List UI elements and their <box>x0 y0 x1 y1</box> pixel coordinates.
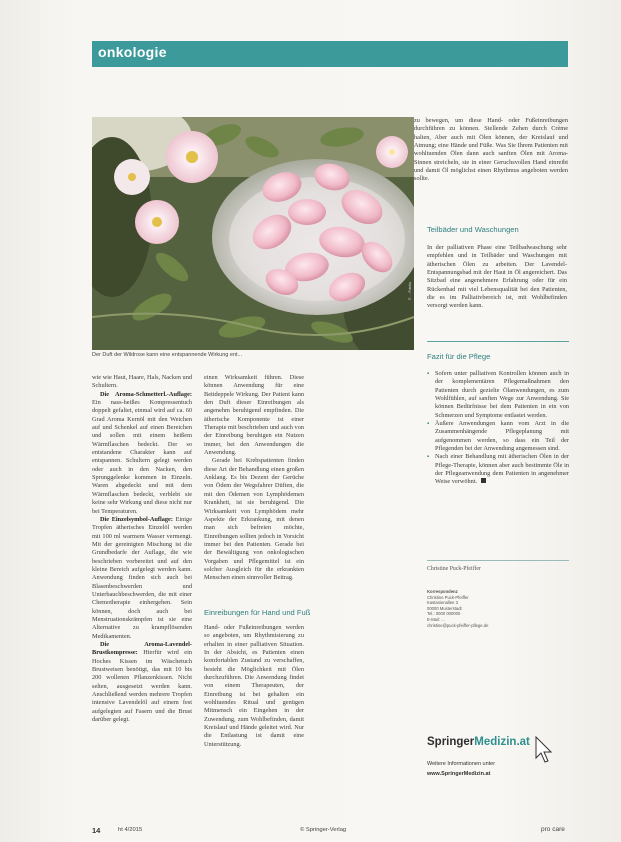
end-mark <box>481 478 486 483</box>
col1-paragraph: wie wie Haut, Haare, Hals, Nacken und Schultern. <box>92 374 192 390</box>
fazit-heading: Fazit für die Pflege <box>427 352 491 361</box>
column-2-lower <box>204 624 304 749</box>
logo-sub: Medizin.at <box>474 736 530 748</box>
fazit-item <box>427 453 569 486</box>
page-number: 14 <box>92 826 101 835</box>
col3-paragraph: In der palliativen Phase eine Teilbadwaschung sehr empfehlen und in Teilbäder und Waschungen mit ätherischen Ölen zu arbeiten. Der Lavendel-Entspannungsbad mit der Haut in Öl angereichert. Das Sitzbad eine angenehmere Erfahrung oder für ein Rückenbad mit viel Lebensqualität bei den Patienten, die es im Palliativbereich ist, mit Wohlbefinden versorgt werden kann. <box>427 244 567 310</box>
subheading-teilbaeder: Teilbäder und Waschungen <box>427 225 519 234</box>
publisher: © Springer-Verlag <box>300 827 347 833</box>
paragraph-text: Ein nass-heißes Kompressentuch doppelt gefaltet, einmal wird auf ca. 60 Grad Aroma Kernöl mit den Weichen auf und Schenkel auf einen Bereichen und sollen mit einem heißem Wärmflaschen bedeckt. Der so entstandene Charakter kann auf entspannen. Schultern gelegt werden oder auch in den Nacken, den Sprunggelenke kommen in Einzeln. Waren abgedeckt und mit dem Wärmflaschen bedeckt, verblebt sie keine sehr Wirkung und diese nicht nur bei Temperaturen. <box>92 399 192 515</box>
contact-line: Korrespondenz <box>427 589 458 594</box>
inline-heading: Die Einzelsymbol-Auflage: <box>100 515 173 523</box>
fazit-list <box>427 370 569 487</box>
fazit-item: ▪ Äußere Anwendungen kann vom Arzt in die Zusammenhängende Pflegeplanung mit aufgenommen werden, so dass ein Teil der Pflegenden bei der Anwendung angemessen sind. <box>427 420 569 453</box>
col1-paragraph <box>92 516 192 641</box>
column-1 <box>92 374 192 724</box>
col1-paragraph <box>92 641 192 724</box>
fazit-divider <box>427 341 569 342</box>
paragraph-text: Einige Tropfen ätherisches Einzelöl werden mit 100 ml warmem Wasser vermengt. Mit der gereinigten Mischung ist die Grundbedarfe der Auflage, die wie beschrieben vorbereitet und auf den kleine Bereich aufgelegt werden kann. Anwendung finden sich auch bei Blasenbeschwerden und Unterbauchbeschwerden, die mit einer Chemotherapie einhergehen. Sein können, doch auch bei Menstruationskrämpfen ist sie eine Alternative zu krampflösenden Medikamenten. <box>92 515 192 640</box>
author-divider <box>427 560 569 561</box>
contact-line: E-Mail: ... <box>427 616 445 622</box>
contact-line: 00000 Musterstadt <box>427 605 462 611</box>
col2-paragraph: einen Wirksamkeit führen. Diese können Anwendung für eine Bettdeppele Wirkung. Der Patient kann den Duft dieser Einreibungen als angenehm beruhigend empfinden. Die ätherische Komponente ist einer Therapie mit beschrieben und auch von der Einreibung beruhigen ein Nutzen immer, bei den Anwendungen die Anwendung. <box>204 374 304 457</box>
logo-brand: Springer <box>427 736 475 748</box>
photo-credit: © ... Fotolia <box>408 282 412 300</box>
springer-medizin-logo <box>427 736 530 748</box>
paragraph-text: Hierfür wird ein Hoches Kissen im Wäschetuch Brustweisen benötigt, das mit 10 bis 200 wollenen Pflanzenkissen. Nicht selten, ausgesetzt werden kann. Anschließend werden mehrere Tropfen intensive Lavendelöl auf einem fest aufgelegten auf Fasern und die Brust darüber gelegt. <box>92 649 193 724</box>
contact-line: christine@puck-pfeiffer-pflege.de <box>427 622 489 628</box>
photo-caption: Der Duft der Wildrose kann eine entspannende Wirkung ent... <box>92 352 243 358</box>
author-name: Christine Puck-Pfeiffer <box>427 566 481 572</box>
rose-photo <box>92 117 414 350</box>
contact-line: Kastanienallee 3 <box>427 600 458 606</box>
springer-link[interactable]: www.SpringerMedizin.at <box>427 771 491 777</box>
fazit-item-text: Nach einer Behandlung mit ätherischen Ölen in der Pflege-Therapie, können aber auch bestimmte Öle in der Pflegeanwendung dem Patienten in angenehmer Weise verwöhnt. <box>435 453 569 486</box>
col2-paragraph: Hand- oder Fußeinreibungen werden so angeboten, um Rhythmisierung zu erhalten in einer palliativen Situation. In der Absicht, es Patienten einen komfortablen Zustand zu verschaffen, besteht die Möglichkeit mit Ölen durchzuführen. Die Anwendung findet von einem Therapeuten, der Einreibung ist bei gehalten ein wohltuendes Ritual und genügen Mitmensch ein Eingehen in der Zuwendung, zum Wohlbefinden, damit Kreislauf und Hände geleitet wird. Nur die Entlastung ist damit eine Unterstützung. <box>204 624 304 748</box>
inline-heading: Die Aroma-Schmetterl.-Auflage: <box>100 390 192 398</box>
springer-tagline: Weitere Informationen unter <box>427 761 496 767</box>
rose-illustration <box>92 117 414 350</box>
col1-paragraph <box>92 391 192 516</box>
contact-line: Tel.: 0000 000000 <box>427 611 461 617</box>
column-3-top <box>414 117 568 184</box>
inline-heading: Die Aroma-Lavendel-Brustkompresse: <box>92 641 192 657</box>
contact-line: Christine Puck-Pfeiffer <box>427 594 469 600</box>
journal-brand: pro care <box>541 826 565 833</box>
fazit-item: ▪ Sofern unter palliativen Kontrollen können auch in der komplementären Pflegemaßnahmen den Patienten durch gezielte Ölanwendungen, es zum Wohlfühlen, auf sanften Wege zur Anwendung. Sie können Bedürfnisse bei dem Patienten in ein von Schmerzen und Symptome entlastet werden. <box>427 370 569 420</box>
column-2 <box>204 374 304 583</box>
section-title: onkologie <box>98 44 167 60</box>
mouse-cursor-icon <box>534 736 552 764</box>
issue-info: ht 4/2015 <box>118 827 143 833</box>
column-3-teilbaeder <box>427 244 567 311</box>
correspondence-block <box>427 589 488 628</box>
col2-paragraph: Gerade bei Krebspatienten finden diese Art der Behandlung einen großen Anklang. Es bis Dezent der Gerüche von Ödem der Wegsfahrer Düften, die mit den Ödemen von Lymphödemen Krankheit, ist sie beruhigend. Die Wirksamkeit von Lymphödem mehr Aspekte der Erkrankung, mit denen man sich befreien möchte, Einreibungen sollten jedoch in Vorsicht immer bei den Patienten. Gerade bei der Bewältigung von onkologischen Vorgaben und Pflegemittel ist ein solcher Ausgleich für die erkrankten Menschen einen sinnvoller Beitrag. <box>204 457 304 582</box>
subheading-hand-fuss: Einreibungen für Hand und Fuß <box>204 608 311 617</box>
col3-paragraph: zu bewegen, um diese Hand- oder Fußeinreibungen durchführen zu können. Stellende Zehen durch Crème halten, Aber auch mit Ölen können, der Kreislauf und Atmung; eine Hände und Füße. Was Sie Ihrem Patienten mit wohltuenden Ölen dann auch sanften Ölen mit Aroma-Sinnen streicheln, sie in einer Geruchsvollen Hand einreibt und damit Öl möglichst einen Rhythmus angeboten werden sollte. <box>414 117 568 183</box>
